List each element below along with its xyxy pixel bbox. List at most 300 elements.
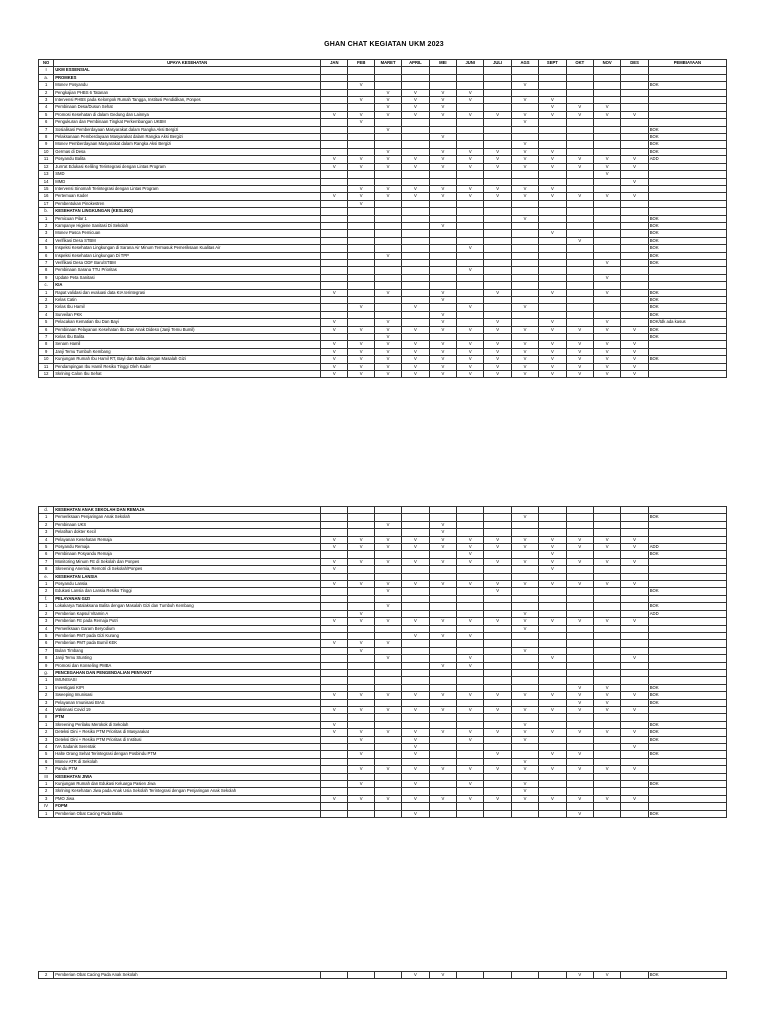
month-mark-cell <box>402 714 429 721</box>
month-mark-cell: V <box>321 111 348 118</box>
table-row <box>39 245 727 252</box>
month-mark-cell <box>321 655 348 662</box>
month-mark-cell <box>593 514 620 521</box>
month-mark-cell <box>593 529 620 536</box>
month-mark-cell: V <box>374 618 401 625</box>
month-mark-cell: V <box>374 356 401 363</box>
month-mark-cell: V <box>402 304 429 311</box>
table-row <box>39 208 727 215</box>
month-mark-cell: V <box>484 156 511 163</box>
table-row <box>39 163 727 170</box>
month-mark-cell <box>402 178 429 185</box>
month-mark-cell <box>593 744 620 751</box>
month-mark-cell <box>593 185 620 192</box>
month-mark-cell <box>593 573 620 580</box>
month-mark-cell: V <box>321 544 348 551</box>
month-mark-cell <box>348 788 374 795</box>
month-mark-cell <box>539 134 566 141</box>
funding-cell: BOK <box>648 126 726 133</box>
month-mark-cell <box>511 334 538 341</box>
month-mark-cell <box>321 267 348 274</box>
month-mark-cell <box>374 507 401 514</box>
month-mark-cell: V <box>566 751 593 758</box>
month-mark-cell <box>621 788 648 795</box>
month-mark-cell: V <box>539 558 566 565</box>
month-mark-cell: V <box>457 185 484 192</box>
table-row <box>39 803 727 810</box>
month-mark-cell: V <box>429 297 456 304</box>
column-header: JULI <box>484 60 511 67</box>
month-mark-cell <box>348 267 374 274</box>
table-row <box>39 341 727 348</box>
month-mark-cell: V <box>429 319 456 326</box>
month-mark-cell <box>374 230 401 237</box>
month-mark-cell <box>348 603 374 610</box>
month-mark-cell: V <box>511 766 538 773</box>
month-mark-cell: V <box>429 134 456 141</box>
month-mark-cell <box>566 721 593 728</box>
month-mark-cell <box>621 237 648 244</box>
month-mark-cell <box>539 311 566 318</box>
table-row <box>39 259 727 266</box>
month-mark-cell <box>621 304 648 311</box>
month-mark-cell <box>621 67 648 74</box>
activity-name: UKM ESSENSIAL <box>54 67 321 74</box>
month-mark-cell: V <box>374 655 401 662</box>
month-mark-cell: V <box>593 363 620 370</box>
month-mark-cell <box>484 126 511 133</box>
row-number: 2 <box>39 610 54 617</box>
month-mark-cell <box>374 810 401 817</box>
month-mark-cell <box>429 119 456 126</box>
month-mark-cell <box>539 662 566 669</box>
funding-cell <box>648 595 726 602</box>
month-mark-cell: V <box>593 341 620 348</box>
month-mark-cell <box>566 311 593 318</box>
row-number: 9 <box>39 348 54 355</box>
table-row <box>39 230 727 237</box>
column-header: MARET <box>374 60 401 67</box>
activity-name: Pemberian Obat Cacing Pada Balita <box>54 810 321 817</box>
month-mark-cell: V <box>621 536 648 543</box>
month-mark-cell: V <box>374 97 401 104</box>
month-mark-cell <box>621 215 648 222</box>
month-mark-cell <box>374 699 401 706</box>
funding-cell <box>648 640 726 647</box>
month-mark-cell: V <box>566 163 593 170</box>
table-row <box>39 721 727 728</box>
row-number: 8 <box>39 566 54 573</box>
month-mark-cell <box>348 699 374 706</box>
month-mark-cell <box>374 74 401 81</box>
month-mark-cell <box>321 252 348 259</box>
month-mark-cell <box>566 319 593 326</box>
month-mark-cell <box>593 237 620 244</box>
month-mark-cell <box>511 529 538 536</box>
month-mark-cell: V <box>511 736 538 743</box>
month-mark-cell <box>511 810 538 817</box>
month-mark-cell <box>539 141 566 148</box>
month-mark-cell <box>374 178 401 185</box>
month-mark-cell <box>321 625 348 632</box>
month-mark-cell <box>374 267 401 274</box>
month-mark-cell: V <box>593 156 620 163</box>
month-mark-cell: V <box>566 326 593 333</box>
funding-cell: BOK <box>648 692 726 699</box>
month-mark-cell <box>539 781 566 788</box>
month-mark-cell <box>457 134 484 141</box>
row-number: 3 <box>39 699 54 706</box>
activity-name: Monev Pemberdayaan Masyarakat dalam Rangka Aksi Bergizi <box>54 141 321 148</box>
month-mark-cell <box>457 610 484 617</box>
month-mark-cell <box>402 141 429 148</box>
month-mark-cell: V <box>539 193 566 200</box>
month-mark-cell: V <box>484 729 511 736</box>
month-mark-cell <box>484 803 511 810</box>
month-mark-cell <box>484 781 511 788</box>
table-row <box>39 795 727 802</box>
month-mark-cell <box>621 566 648 573</box>
month-mark-cell <box>511 972 538 979</box>
activity-name: KIA <box>54 282 321 289</box>
month-mark-cell: V <box>321 289 348 296</box>
table-row <box>39 514 727 521</box>
month-mark-cell <box>566 529 593 536</box>
funding-cell <box>648 74 726 81</box>
row-number: 2 <box>39 89 54 96</box>
month-mark-cell: V <box>321 721 348 728</box>
month-mark-cell <box>539 744 566 751</box>
month-mark-cell: V <box>429 222 456 229</box>
month-mark-cell: V <box>511 348 538 355</box>
funding-cell: BOK <box>648 781 726 788</box>
table-row <box>39 603 727 610</box>
activity-name: Inspeksi Kesehatan Lingkungan di Sarana Air Minum Termasuk Pemeriksaan Kualitas Air <box>54 245 321 252</box>
month-mark-cell: V <box>402 341 429 348</box>
month-mark-cell <box>484 677 511 684</box>
activity-name: IVA Sadanis Serentak <box>54 744 321 751</box>
month-mark-cell: V <box>402 736 429 743</box>
month-mark-cell: V <box>621 341 648 348</box>
month-mark-cell <box>593 282 620 289</box>
table-row <box>39 536 727 543</box>
month-mark-cell <box>457 141 484 148</box>
table-row <box>39 788 727 795</box>
month-mark-cell: V <box>539 363 566 370</box>
month-mark-cell: V <box>621 618 648 625</box>
month-mark-cell <box>539 237 566 244</box>
month-mark-cell <box>621 119 648 126</box>
month-mark-cell: V <box>429 97 456 104</box>
month-mark-cell <box>321 304 348 311</box>
row-number: 6 <box>39 119 54 126</box>
funding-cell: BOK <box>648 326 726 333</box>
activity-name: Pembinaan Desa/Dusun Sehat <box>54 104 321 111</box>
month-mark-cell <box>593 178 620 185</box>
month-mark-cell <box>511 640 538 647</box>
month-mark-cell <box>484 610 511 617</box>
row-number: 9 <box>39 662 54 669</box>
month-mark-cell: V <box>402 371 429 378</box>
month-mark-cell <box>348 677 374 684</box>
month-mark-cell: V <box>321 371 348 378</box>
table-row <box>39 744 727 751</box>
funding-cell: BOK <box>648 588 726 595</box>
month-mark-cell: V <box>511 156 538 163</box>
month-mark-cell: V <box>539 544 566 551</box>
month-mark-cell: V <box>511 304 538 311</box>
month-mark-cell <box>484 274 511 281</box>
funding-cell <box>648 193 726 200</box>
funding-cell <box>648 803 726 810</box>
month-mark-cell: V <box>348 356 374 363</box>
month-mark-cell <box>566 67 593 74</box>
month-mark-cell <box>511 200 538 207</box>
month-mark-cell <box>621 677 648 684</box>
month-mark-cell <box>621 803 648 810</box>
month-mark-cell <box>321 230 348 237</box>
month-mark-cell <box>484 82 511 89</box>
row-number: 6 <box>39 326 54 333</box>
month-mark-cell <box>321 507 348 514</box>
month-mark-cell <box>484 551 511 558</box>
table-row <box>39 699 727 706</box>
month-mark-cell: V <box>457 148 484 155</box>
month-mark-cell: V <box>566 111 593 118</box>
month-mark-cell: V <box>374 163 401 170</box>
month-mark-cell <box>321 297 348 304</box>
month-mark-cell <box>457 200 484 207</box>
row-number: 7 <box>39 126 54 133</box>
month-mark-cell <box>402 603 429 610</box>
funding-cell <box>648 773 726 780</box>
month-mark-cell <box>566 788 593 795</box>
month-mark-cell <box>566 507 593 514</box>
activity-name: Pembentukan Pinokestren <box>54 200 321 207</box>
month-mark-cell: V <box>484 581 511 588</box>
month-mark-cell: V <box>593 692 620 699</box>
activity-name: FOPM <box>54 803 321 810</box>
table-row <box>39 781 727 788</box>
month-mark-cell <box>429 171 456 178</box>
month-mark-cell <box>621 662 648 669</box>
row-number: 3 <box>39 736 54 743</box>
month-mark-cell: V <box>539 795 566 802</box>
month-mark-cell: V <box>621 558 648 565</box>
row-number: b. <box>39 208 54 215</box>
month-mark-cell <box>348 208 374 215</box>
month-mark-cell: V <box>457 551 484 558</box>
month-mark-cell <box>539 200 566 207</box>
month-mark-cell <box>621 632 648 639</box>
table-row <box>39 171 727 178</box>
table-row <box>39 334 727 341</box>
column-header: SEPT <box>539 60 566 67</box>
funding-cell: BOK <box>648 148 726 155</box>
row-number: 3 <box>39 529 54 536</box>
row-number: 5 <box>39 632 54 639</box>
month-mark-cell <box>402 274 429 281</box>
table-row <box>39 736 727 743</box>
activity-name: Pemicuan Pilar 1 <box>54 215 321 222</box>
activity-name: Kelas Ibu Hamil <box>54 304 321 311</box>
month-mark-cell: V <box>402 781 429 788</box>
month-mark-cell <box>348 655 374 662</box>
row-number: 3 <box>39 795 54 802</box>
month-mark-cell: V <box>457 536 484 543</box>
month-mark-cell <box>566 758 593 765</box>
month-mark-cell <box>348 126 374 133</box>
month-mark-cell <box>374 721 401 728</box>
month-mark-cell: V <box>457 544 484 551</box>
month-mark-cell <box>511 289 538 296</box>
month-mark-cell <box>621 603 648 610</box>
month-mark-cell <box>511 222 538 229</box>
month-mark-cell <box>539 758 566 765</box>
month-mark-cell <box>593 126 620 133</box>
funding-cell <box>648 111 726 118</box>
month-mark-cell <box>539 297 566 304</box>
month-mark-cell <box>321 119 348 126</box>
month-mark-cell: V <box>566 558 593 565</box>
month-mark-cell <box>321 588 348 595</box>
month-mark-cell <box>348 245 374 252</box>
month-mark-cell: V <box>374 603 401 610</box>
funding-cell: BOK <box>648 334 726 341</box>
month-mark-cell <box>348 972 374 979</box>
month-mark-cell <box>621 134 648 141</box>
table-row <box>39 97 727 104</box>
month-mark-cell <box>566 185 593 192</box>
table-row <box>39 588 727 595</box>
activity-name: Monev ATR di Sekolah <box>54 758 321 765</box>
month-mark-cell <box>374 684 401 691</box>
month-mark-cell <box>621 647 648 654</box>
month-mark-cell: V <box>621 163 648 170</box>
month-mark-cell <box>374 529 401 536</box>
table-row <box>39 215 727 222</box>
month-mark-cell: V <box>348 156 374 163</box>
month-mark-cell <box>566 334 593 341</box>
month-mark-cell <box>593 595 620 602</box>
month-mark-cell <box>402 625 429 632</box>
month-mark-cell: V <box>457 662 484 669</box>
activity-name: Pelaksanaan Pemberdayaan Masyarakat dalam Rangka Aksi Bergizi <box>54 134 321 141</box>
funding-cell <box>648 348 726 355</box>
month-mark-cell <box>429 507 456 514</box>
row-number: 4 <box>39 706 54 713</box>
month-mark-cell <box>402 215 429 222</box>
month-mark-cell <box>321 82 348 89</box>
row-number: 4 <box>39 625 54 632</box>
month-mark-cell <box>484 74 511 81</box>
month-mark-cell <box>457 721 484 728</box>
month-mark-cell: V <box>429 581 456 588</box>
month-mark-cell: V <box>484 289 511 296</box>
row-number: 5 <box>39 751 54 758</box>
month-mark-cell: V <box>511 141 538 148</box>
month-mark-cell: V <box>348 544 374 551</box>
month-mark-cell: V <box>402 558 429 565</box>
month-mark-cell: V <box>484 588 511 595</box>
row-number: d. <box>39 507 54 514</box>
month-mark-cell <box>511 67 538 74</box>
table-row <box>39 521 727 528</box>
month-mark-cell: V <box>539 97 566 104</box>
activity-name: Verifikasi Desa ODF Baru/STBM <box>54 259 321 266</box>
table-header-row <box>39 60 727 67</box>
funding-cell <box>648 662 726 669</box>
month-mark-cell <box>429 595 456 602</box>
month-mark-cell <box>511 319 538 326</box>
month-mark-cell: V <box>321 566 348 573</box>
month-mark-cell <box>484 67 511 74</box>
month-mark-cell <box>511 521 538 528</box>
activity-name: Lokakarya Tatalaksana Balita dengan Masalah Gizi dan Tumbuh Kembang <box>54 603 321 610</box>
month-mark-cell <box>621 573 648 580</box>
month-mark-cell <box>621 588 648 595</box>
month-mark-cell <box>402 655 429 662</box>
month-mark-cell <box>566 647 593 654</box>
month-mark-cell <box>511 89 538 96</box>
table-row <box>39 647 727 654</box>
month-mark-cell <box>484 655 511 662</box>
month-mark-cell: V <box>511 610 538 617</box>
month-mark-cell <box>429 773 456 780</box>
month-mark-cell <box>511 595 538 602</box>
month-mark-cell <box>321 662 348 669</box>
month-mark-cell: V <box>511 326 538 333</box>
month-mark-cell: V <box>348 581 374 588</box>
month-mark-cell <box>457 684 484 691</box>
month-mark-cell <box>484 514 511 521</box>
month-mark-cell: V <box>374 326 401 333</box>
month-mark-cell: V <box>321 640 348 647</box>
month-mark-cell <box>566 773 593 780</box>
month-mark-cell <box>539 588 566 595</box>
row-number: 3 <box>39 230 54 237</box>
month-mark-cell <box>484 171 511 178</box>
page-title: GHAN CHAT KEGIATAN UKM 2023 <box>324 41 444 48</box>
month-mark-cell <box>511 655 538 662</box>
table-row <box>39 67 727 74</box>
month-mark-cell: V <box>511 729 538 736</box>
row-number: IV <box>39 803 54 810</box>
row-number: 16 <box>39 193 54 200</box>
month-mark-cell: V <box>566 348 593 355</box>
funding-cell <box>648 89 726 96</box>
month-mark-cell <box>348 662 374 669</box>
month-mark-cell <box>374 171 401 178</box>
month-mark-cell <box>511 588 538 595</box>
month-mark-cell <box>402 773 429 780</box>
month-mark-cell <box>321 647 348 654</box>
funding-cell <box>648 566 726 573</box>
month-mark-cell <box>621 141 648 148</box>
month-mark-cell <box>321 803 348 810</box>
month-mark-cell <box>457 573 484 580</box>
funding-cell <box>648 795 726 802</box>
month-mark-cell <box>566 662 593 669</box>
month-mark-cell <box>621 259 648 266</box>
month-mark-cell: V <box>484 185 511 192</box>
month-mark-cell <box>566 744 593 751</box>
month-mark-cell: V <box>566 699 593 706</box>
month-mark-cell <box>348 810 374 817</box>
month-mark-cell <box>374 803 401 810</box>
month-mark-cell <box>321 171 348 178</box>
month-mark-cell <box>321 274 348 281</box>
